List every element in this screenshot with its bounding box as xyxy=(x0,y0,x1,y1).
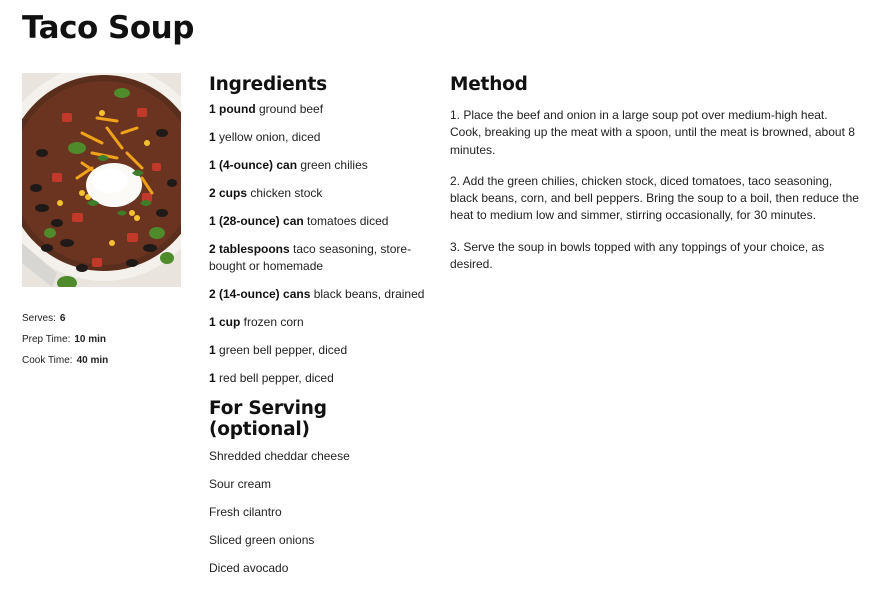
ingredient-quantity: 1 xyxy=(209,343,216,357)
ingredients-heading: Ingredients xyxy=(209,74,327,95)
method-step: 2. Add the green chilies, chicken stock, diced tomatoes, taco seasoning, black beans, corn, and bell peppers. Bring the soup to a boil, then reduce the heat to medium low and simmer, stirring occasionally, for 30 minutes. xyxy=(450,173,859,223)
ingredient-item xyxy=(209,101,431,118)
ingredients-section xyxy=(209,74,431,588)
ingredient-text: taco seasoning, store-bought or homemade xyxy=(209,242,412,273)
ingredient-quantity: 1 pound xyxy=(209,102,256,116)
serving-heading: For Serving (optional) xyxy=(209,398,327,440)
ingredient-text: red bell pepper, diced xyxy=(215,371,334,385)
meta-label: Prep Time: xyxy=(22,334,71,345)
method-step: 1. Place the beef and onion in a large soup pot over medium-high heat. Cook, breaking up the meat with a spoon, until the meat is browned, about 8 minutes. xyxy=(450,108,855,157)
ingredient-text: ground beef xyxy=(255,102,324,116)
ingredient-quantity: 1 (28-ounce) can xyxy=(209,214,304,228)
cook-time-row xyxy=(22,350,192,371)
meta-value: 40 min xyxy=(76,355,109,366)
ingredient-text: chicken stock xyxy=(247,186,323,200)
ingredient-item xyxy=(209,157,431,174)
ingredient-text: frozen corn xyxy=(240,315,304,329)
ingredient-quantity: 1 cup xyxy=(209,315,241,329)
ingredient-quantity: 2 (14-ounce) cans xyxy=(209,287,311,301)
recipe-meta xyxy=(22,308,192,371)
taco-soup-photo xyxy=(22,73,181,287)
serving-item: Diced avocado xyxy=(209,561,289,575)
ingredient-item xyxy=(209,286,431,303)
recipe-title: Taco Soup xyxy=(22,10,194,46)
ingredient-quantity: 2 tablespoons xyxy=(209,242,290,256)
meta-label: Cook Time: xyxy=(22,355,73,366)
ingredient-item xyxy=(209,370,431,387)
ingredient-text: yellow onion, diced xyxy=(215,130,321,144)
ingredient-item xyxy=(209,185,431,202)
meta-value: 6 xyxy=(59,313,66,324)
serving-item: Fresh cilantro xyxy=(209,505,282,519)
method-steps xyxy=(450,107,860,273)
prep-time-row xyxy=(22,329,192,350)
ingredient-quantity: 2 cups xyxy=(209,186,248,200)
ingredient-item xyxy=(209,314,431,331)
serves-row xyxy=(22,308,192,329)
ingredient-text: green bell pepper, diced xyxy=(215,343,348,357)
meta-label: Serves: xyxy=(22,313,56,324)
ingredient-text: tomatoes diced xyxy=(303,214,389,228)
method-step: 3. Serve the soup in bowls topped with any toppings of your choice, as desired. xyxy=(450,239,825,272)
meta-value: 10 min xyxy=(74,334,107,345)
serving-item: Shredded cheddar cheese xyxy=(209,449,350,463)
ingredient-quantity: 1 xyxy=(209,371,216,385)
ingredient-text: black beans, drained xyxy=(310,287,425,301)
ingredient-item xyxy=(209,213,431,230)
ingredient-text: green chilies xyxy=(297,158,368,172)
method-section xyxy=(450,74,860,287)
serving-item: Sliced green onions xyxy=(209,533,315,547)
ingredient-item xyxy=(209,342,431,359)
ingredient-quantity: 1 xyxy=(209,130,216,144)
ingredient-item xyxy=(209,241,431,275)
serving-list xyxy=(209,448,431,577)
serving-item: Sour cream xyxy=(209,477,272,491)
ingredients-list xyxy=(209,101,431,387)
ingredient-quantity: 1 (4-ounce) can xyxy=(209,158,298,172)
ingredient-item xyxy=(209,129,431,146)
method-heading: Method xyxy=(450,74,528,95)
